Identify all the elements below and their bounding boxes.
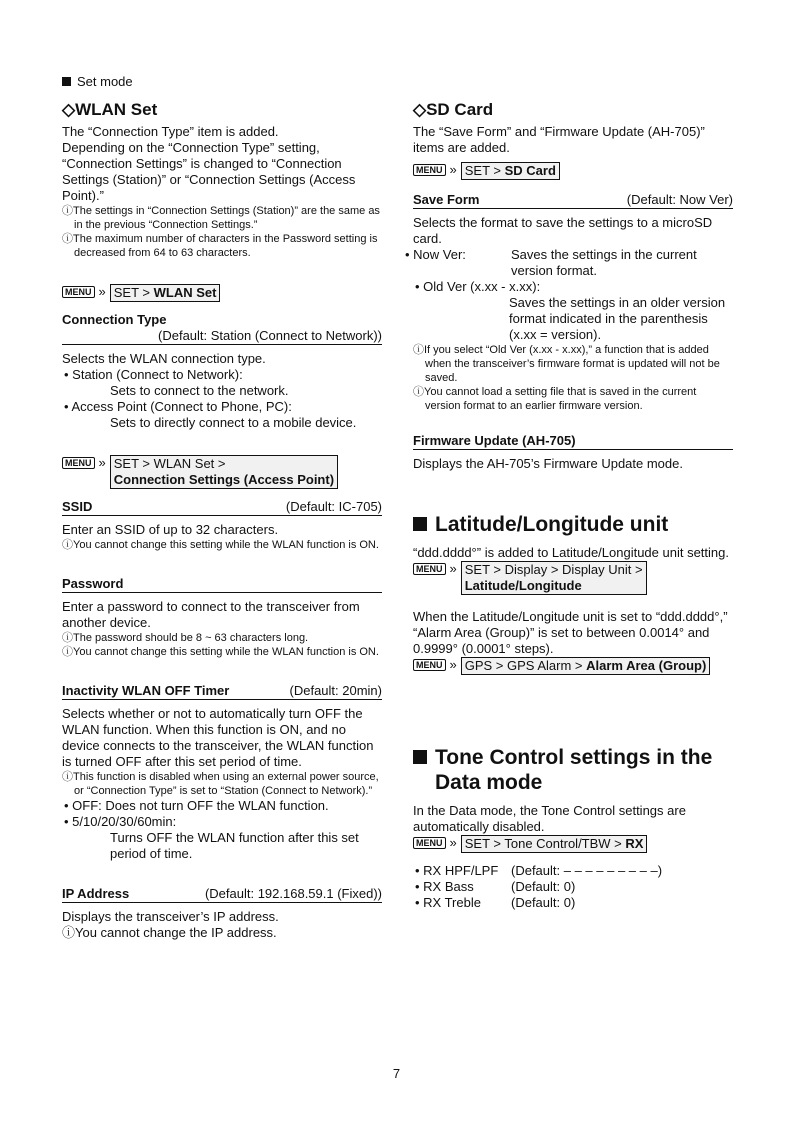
- save-form-heading: Save Form (Default: Now Ver): [413, 192, 733, 207]
- latlon-desc: When the Latitude/Longitude unit is set to “ddd.dddd°,” “Alarm Area (Group)” is set to between 0.0014° and 0.9999° (0.0001° steps).: [413, 609, 728, 656]
- alarm-menu-path: [413, 657, 733, 675]
- save-form-desc: Selects the format to save the settings to a microSD card.: [413, 215, 713, 246]
- wlan-note1: ⓘThe settings in “Connection Settings (Station)” are the same as in the previous “Connection Settings.”: [62, 205, 380, 231]
- menu-path-box: SET > Display > Display Unit > Latitude/Longitude: [461, 561, 647, 595]
- connection-type-desc: Selects the WLAN connection type.: [62, 351, 266, 366]
- list-item-desc: Sets to directly connect to a mobile device.: [110, 415, 357, 430]
- list-item-desc: Turns OFF the WLAN function after this set period of time.: [110, 830, 359, 861]
- list-item: • OFF: Does not turn OFF the WLAN function.: [64, 798, 329, 813]
- tone-menu-path: [413, 835, 733, 853]
- wlan-set-heading: ◇WLAN Set: [62, 100, 158, 119]
- menu-key-icon: MENU: [62, 286, 95, 298]
- table-row: • RX Bass (Default: 0): [415, 879, 576, 894]
- arrow-icon: »: [98, 455, 106, 470]
- page-number: 7: [392, 1066, 401, 1081]
- menu-path-box: GPS > GPS Alarm > Alarm Area (Group): [461, 657, 711, 675]
- arrow-icon: »: [449, 835, 457, 850]
- timer-note: ⓘThis function is disabled when using an external power source, or “Connection Type” is set to “Station (Connect to Network).”: [62, 771, 379, 797]
- arrow-icon: »: [98, 284, 106, 299]
- sd-intro: The “Save Form” and “Firmware Update (AH-705)” items are added.: [413, 124, 705, 155]
- wlan-note2: ⓘThe maximum number of characters in the Password setting is decreased from 64 to 63 characters.: [62, 233, 378, 259]
- timer-desc: Selects whether or not to automatically turn OFF the WLAN function. When this function is ON, and no device connects to the transceiver, the WLAN function is turned OFF after this set period of time.: [62, 706, 374, 769]
- menu-path-box: SET > Tone Control/TBW > RX: [461, 835, 648, 853]
- sd-note2: ⓘYou cannot load a setting file that is saved in the current version format to an earlier firmware version.: [413, 386, 697, 412]
- sd-card-heading: ◇SD Card: [413, 100, 494, 119]
- sd-note1: ⓘIf you select “Old Ver (x.xx - x.xx),” a function that is added when the transceiver’s firmware format is updated will not be saved.: [413, 344, 720, 384]
- menu-path-box: SET > WLAN Set: [110, 284, 221, 302]
- arrow-icon: »: [449, 657, 457, 672]
- menu-key-icon: MENU: [413, 563, 446, 575]
- menu-key-icon: MENU: [62, 457, 95, 469]
- wlan-intro2: Depending on the “Connection Type” setting, “Connection Settings” is changed to “Connection Settings (Station)” or “Connection Settings (Access Point).”: [62, 140, 356, 203]
- list-item: • Access Point (Connect to Phone, PC):: [64, 399, 292, 414]
- square-bullet-icon: [413, 750, 427, 764]
- wlan-menu-path: [62, 284, 382, 302]
- wlan-intro: The “Connection Type” item is added.: [62, 124, 279, 139]
- ip-desc: Displays the transceiver’s IP address.: [62, 909, 279, 924]
- password-heading: Password: [62, 576, 382, 593]
- list-item-desc: Saves the settings in an older version format indicated in the parenthesis (x.xx = version).: [509, 295, 726, 342]
- list-item: • Station (Connect to Network):: [64, 367, 243, 382]
- firmware-desc: Displays the AH-705’s Firmware Update mode.: [413, 456, 683, 471]
- connection-type-default: (Default: Station (Connect to Network)): [62, 328, 382, 345]
- set-mode-label: Set mode: [62, 74, 382, 90]
- ssid-note: ⓘYou cannot change this setting while the WLAN function is ON.: [62, 539, 379, 551]
- latlon-heading: Latitude/Longitude unit: [413, 512, 733, 537]
- ip-note: ⓘYou cannot change the IP address.: [62, 925, 277, 940]
- sd-menu-path: [413, 162, 733, 180]
- menu-key-icon: MENU: [413, 164, 446, 176]
- list-item: • 5/10/20/30/60min:: [64, 814, 177, 829]
- menu-key-icon: MENU: [413, 659, 446, 671]
- tone-intro: In the Data mode, the Tone Control settings are automatically disabled.: [413, 803, 686, 834]
- connection-settings-menu-path: [62, 455, 382, 489]
- list-item-desc: Sets to connect to the network.: [110, 383, 289, 398]
- latlon-menu-path: [413, 561, 733, 595]
- table-row: • RX HPF/LPF (Default: – – – – – – – – –): [415, 863, 663, 878]
- arrow-icon: »: [449, 561, 457, 576]
- latlon-intro: “ddd.dddd°” is added to Latitude/Longitude unit setting.: [413, 545, 729, 560]
- connection-type-title: Connection Type: [62, 312, 167, 327]
- password-note1: ⓘThe password should be 8 ~ 63 characters long.: [62, 632, 309, 644]
- square-bullet-icon: [62, 77, 71, 86]
- menu-path-box: SET > SD Card: [461, 162, 560, 180]
- firmware-heading: Firmware Update (AH-705): [413, 433, 733, 450]
- menu-path-box: SET > WLAN Set > Connection Settings (Access Point): [110, 455, 338, 489]
- table-row: • RX Treble (Default: 0): [415, 895, 576, 910]
- ssid-heading: SSID (Default: IC-705): [62, 499, 382, 514]
- list-item: • Now Ver: Saves the settings in the current version format.: [405, 247, 697, 278]
- right-column: [405, 100, 733, 911]
- tone-heading: Tone Control settings in the Data mode: [413, 745, 733, 795]
- menu-key-icon: MENU: [413, 837, 446, 849]
- ip-heading: IP Address (Default: 192.168.59.1 (Fixed)): [62, 886, 382, 901]
- square-bullet-icon: [413, 517, 427, 531]
- left-column: [62, 74, 382, 941]
- password-note2: ⓘYou cannot change this setting while the WLAN function is ON.: [62, 646, 379, 658]
- timer-heading: Inactivity WLAN OFF Timer (Default: 20min): [62, 683, 382, 698]
- arrow-icon: »: [449, 162, 457, 177]
- password-desc: Enter a password to connect to the transceiver from another device.: [62, 599, 360, 630]
- ssid-desc: Enter an SSID of up to 32 characters.: [62, 522, 279, 537]
- list-item: • Old Ver (x.xx - x.xx):: [415, 279, 541, 294]
